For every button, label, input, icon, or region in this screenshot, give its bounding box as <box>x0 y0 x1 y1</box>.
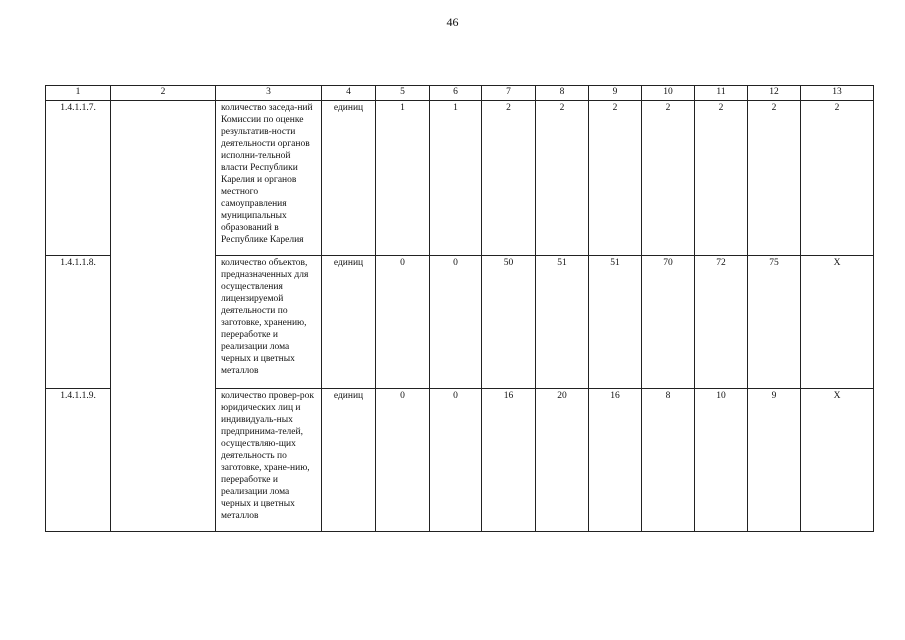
row-value: X <box>801 256 874 389</box>
row-value: 1 <box>376 101 430 256</box>
column-header: 6 <box>430 86 482 101</box>
row-value: 2 <box>536 101 589 256</box>
column-header: 13 <box>801 86 874 101</box>
row-value: 50 <box>482 256 536 389</box>
row-value: 20 <box>536 389 589 532</box>
row-value: 2 <box>589 101 642 256</box>
row-value: 8 <box>642 389 695 532</box>
row-description: количество заседа-ний Комиссии по оценке результатив-ности деятельности органов исполни-тельной власти Республики Карелия и органов местного самоуправления муниципальных образований в Республике Карелия <box>216 101 322 256</box>
row-value: 75 <box>748 256 801 389</box>
row-value: 2 <box>642 101 695 256</box>
indicator-table <box>45 85 874 532</box>
merged-empty-cell <box>111 101 216 532</box>
column-header: 2 <box>111 86 216 101</box>
row-value: 16 <box>589 389 642 532</box>
row-value: X <box>801 389 874 532</box>
row-unit: единиц <box>322 256 376 389</box>
row-value: 72 <box>695 256 748 389</box>
column-header: 9 <box>589 86 642 101</box>
row-unit: единиц <box>322 389 376 532</box>
row-code: 1.4.1.1.8. <box>46 256 111 389</box>
column-header: 5 <box>376 86 430 101</box>
row-value: 0 <box>430 389 482 532</box>
row-description: количество провер-рок юридических лиц и индивидуаль-ных предпринима-телей, осуществляю-щих деятельность по заготовке, хране-нию, переработке и реализации лома черных и цветных металлов <box>216 389 322 532</box>
row-value: 2 <box>482 101 536 256</box>
column-header: 11 <box>695 86 748 101</box>
row-code: 1.4.1.1.7. <box>46 101 111 256</box>
column-header: 4 <box>322 86 376 101</box>
column-header: 8 <box>536 86 589 101</box>
row-code: 1.4.1.1.9. <box>46 389 111 532</box>
page-number: 46 <box>446 15 459 29</box>
column-header: 1 <box>46 86 111 101</box>
column-header: 7 <box>482 86 536 101</box>
header-row <box>46 86 874 101</box>
row-value: 0 <box>376 256 430 389</box>
row-value: 2 <box>748 101 801 256</box>
column-header: 3 <box>216 86 322 101</box>
column-header: 10 <box>642 86 695 101</box>
row-value: 1 <box>430 101 482 256</box>
row-value: 2 <box>695 101 748 256</box>
row-value: 2 <box>801 101 874 256</box>
row-value: 0 <box>376 389 430 532</box>
column-header: 12 <box>748 86 801 101</box>
table-row <box>46 101 874 256</box>
row-value: 70 <box>642 256 695 389</box>
row-value: 16 <box>482 389 536 532</box>
row-value: 9 <box>748 389 801 532</box>
row-value: 51 <box>589 256 642 389</box>
row-unit: единиц <box>322 101 376 256</box>
row-description: количество объектов, предназначенных для осуществления лицензируемой деятельности по заготовке, хранению, переработке и реализации лома черных и цветных металлов <box>216 256 322 389</box>
row-value: 10 <box>695 389 748 532</box>
row-value: 0 <box>430 256 482 389</box>
row-value: 51 <box>536 256 589 389</box>
